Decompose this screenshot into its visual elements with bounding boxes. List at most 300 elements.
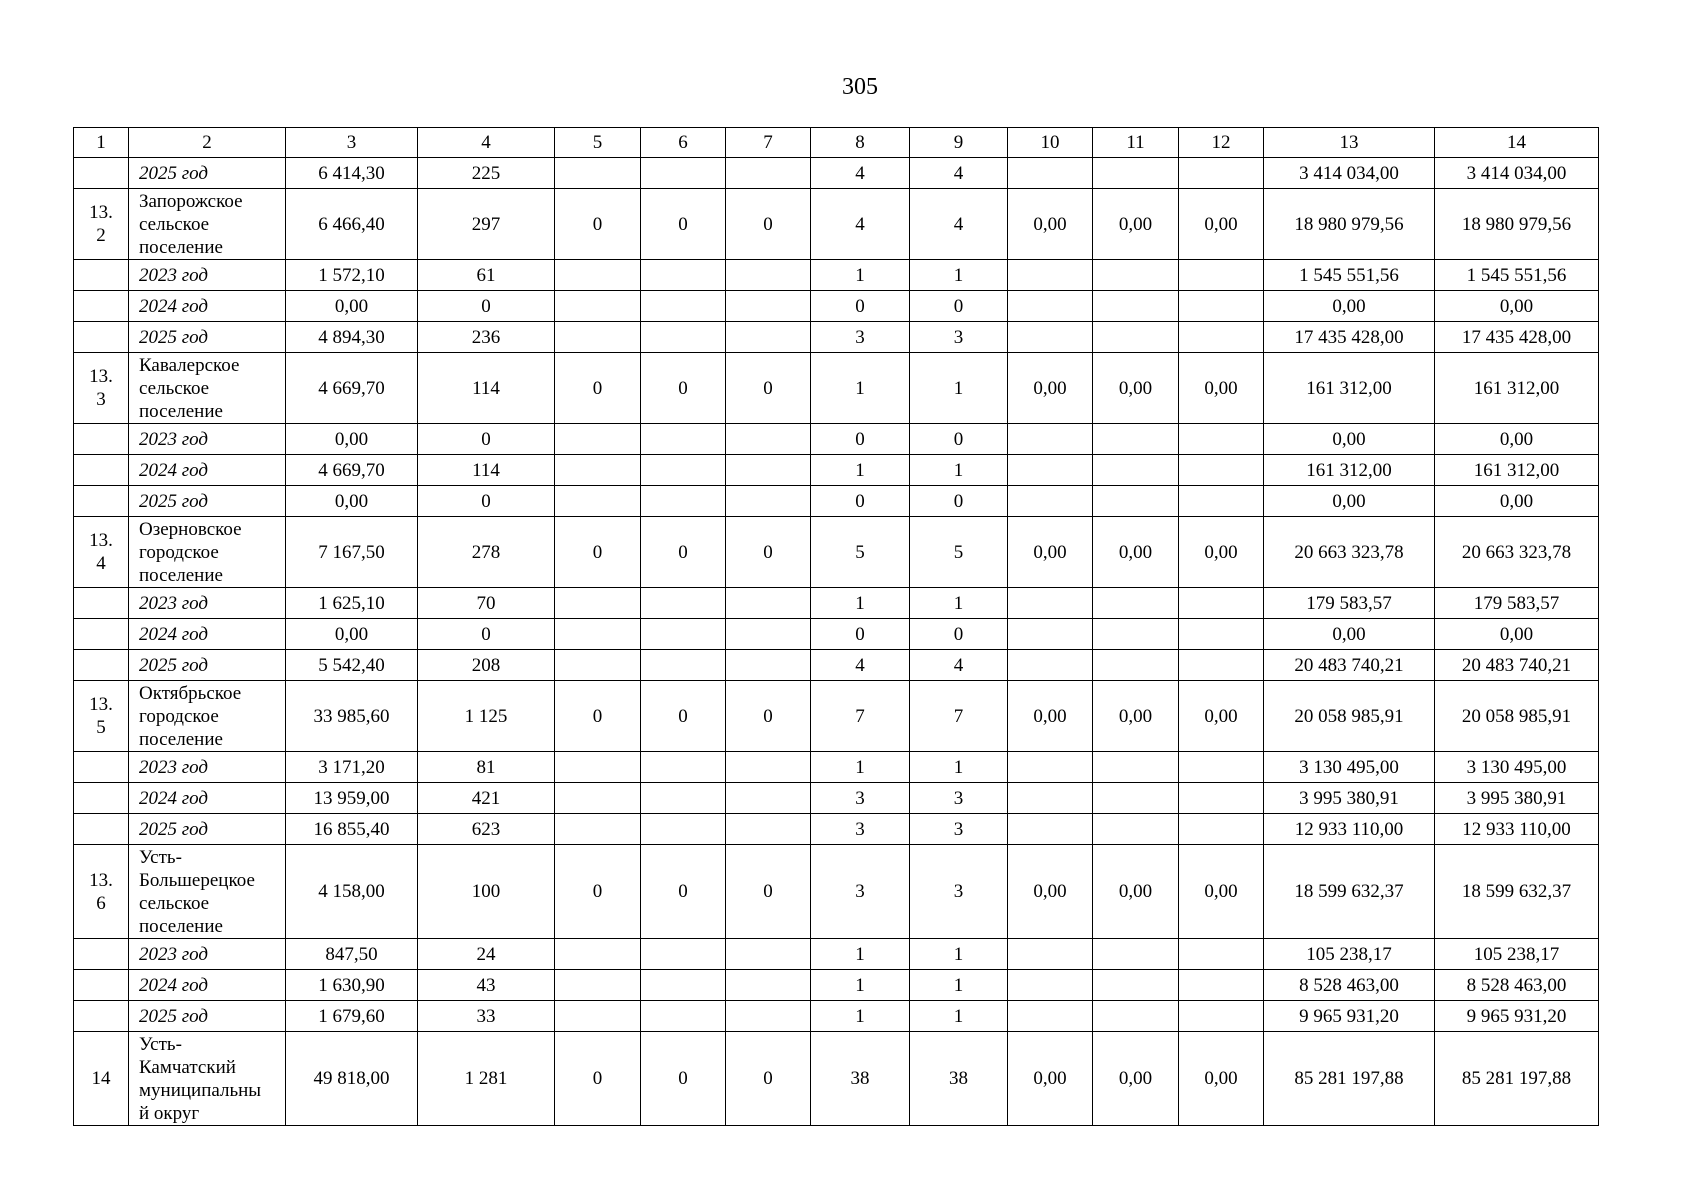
value-cell-col-12 [1179, 619, 1264, 650]
row-number-cell: 13. 4 [74, 517, 129, 588]
value-cell-col-8: 0 [811, 291, 910, 322]
value-cell-col-9: 4 [910, 158, 1008, 189]
municipality-name-cell: Усть- Камчатский муниципальны й округ [129, 1032, 286, 1126]
value-cell-col-12: 0,00 [1179, 845, 1264, 939]
value-cell-col-3: 0,00 [286, 619, 418, 650]
value-cell-col-12 [1179, 291, 1264, 322]
value-cell-col-5 [555, 970, 641, 1001]
value-cell-col-6 [641, 291, 726, 322]
year-row [74, 158, 1599, 189]
year-label-cell: 2025 год [129, 322, 286, 353]
value-cell-col-13: 8 528 463,00 [1264, 970, 1435, 1001]
value-cell-col-11 [1093, 1001, 1179, 1032]
value-cell-col-11 [1093, 650, 1179, 681]
header-cell: 4 [418, 128, 555, 158]
year-row [74, 291, 1599, 322]
value-cell-col-9: 3 [910, 845, 1008, 939]
value-cell-col-14: 12 933 110,00 [1435, 814, 1599, 845]
value-cell-col-9: 38 [910, 1032, 1008, 1126]
year-label-cell: 2024 год [129, 455, 286, 486]
value-cell-col-9: 0 [910, 291, 1008, 322]
value-cell-col-4: 0 [418, 486, 555, 517]
value-cell-col-7: 0 [726, 1032, 811, 1126]
year-label-cell: 2025 год [129, 814, 286, 845]
value-cell-col-14: 105 238,17 [1435, 939, 1599, 970]
value-cell-col-8: 3 [811, 845, 910, 939]
value-cell-col-11 [1093, 970, 1179, 1001]
value-cell-col-5 [555, 588, 641, 619]
value-cell-col-6 [641, 588, 726, 619]
value-cell-col-8: 4 [811, 650, 910, 681]
value-cell-col-11: 0,00 [1093, 353, 1179, 424]
value-cell-col-7 [726, 322, 811, 353]
value-cell-col-10 [1008, 424, 1093, 455]
page-number: 305 [842, 74, 878, 100]
municipality-name-cell: Запорожское сельское поселение [129, 189, 286, 260]
value-cell-col-10: 0,00 [1008, 1032, 1093, 1126]
value-cell-col-11 [1093, 322, 1179, 353]
row-number-cell: 13. 5 [74, 681, 129, 752]
value-cell-col-6 [641, 814, 726, 845]
year-row [74, 619, 1599, 650]
value-cell-col-9: 1 [910, 260, 1008, 291]
value-cell-col-11 [1093, 619, 1179, 650]
value-cell-col-5: 0 [555, 353, 641, 424]
value-cell-col-14: 18 599 632,37 [1435, 845, 1599, 939]
year-label-cell: 2023 год [129, 588, 286, 619]
value-cell-col-10 [1008, 619, 1093, 650]
row-number-cell: 13. 3 [74, 353, 129, 424]
data-table [73, 127, 1599, 1126]
value-cell-col-7 [726, 1001, 811, 1032]
value-cell-col-6 [641, 970, 726, 1001]
value-cell-col-5 [555, 486, 641, 517]
value-cell-col-7: 0 [726, 845, 811, 939]
value-cell-col-8: 3 [811, 783, 910, 814]
value-cell-col-9: 1 [910, 455, 1008, 486]
header-cell: 6 [641, 128, 726, 158]
municipality-name-cell: Усть- Большерецкое сельское поселение [129, 845, 286, 939]
value-cell-col-13: 20 663 323,78 [1264, 517, 1435, 588]
value-cell-col-4: 70 [418, 588, 555, 619]
value-cell-col-14: 0,00 [1435, 619, 1599, 650]
value-cell-col-4: 208 [418, 650, 555, 681]
value-cell-col-13: 17 435 428,00 [1264, 322, 1435, 353]
value-cell-col-10 [1008, 783, 1093, 814]
value-cell-col-4: 0 [418, 619, 555, 650]
value-cell-col-4: 43 [418, 970, 555, 1001]
value-cell-col-7 [726, 814, 811, 845]
value-cell-col-7 [726, 939, 811, 970]
value-cell-col-13: 105 238,17 [1264, 939, 1435, 970]
municipality-row [74, 353, 1599, 424]
year-row [74, 752, 1599, 783]
value-cell-col-6 [641, 424, 726, 455]
value-cell-col-8: 7 [811, 681, 910, 752]
value-cell-col-6: 0 [641, 517, 726, 588]
value-cell-col-6 [641, 619, 726, 650]
value-cell-col-3: 7 167,50 [286, 517, 418, 588]
value-cell-col-14: 0,00 [1435, 291, 1599, 322]
year-label-cell: 2025 год [129, 1001, 286, 1032]
value-cell-col-4: 1 125 [418, 681, 555, 752]
value-cell-col-12 [1179, 970, 1264, 1001]
value-cell-col-13: 85 281 197,88 [1264, 1032, 1435, 1126]
value-cell-col-3: 6 466,40 [286, 189, 418, 260]
value-cell-col-5 [555, 650, 641, 681]
header-cell: 10 [1008, 128, 1093, 158]
value-cell-col-4: 0 [418, 291, 555, 322]
value-cell-col-7 [726, 291, 811, 322]
value-cell-col-5 [555, 619, 641, 650]
row-number-cell [74, 455, 129, 486]
value-cell-col-6 [641, 260, 726, 291]
value-cell-col-5: 0 [555, 1032, 641, 1126]
value-cell-col-8: 0 [811, 424, 910, 455]
value-cell-col-4: 114 [418, 455, 555, 486]
value-cell-col-10 [1008, 970, 1093, 1001]
row-number-cell: 13. 2 [74, 189, 129, 260]
value-cell-col-11: 0,00 [1093, 517, 1179, 588]
value-cell-col-11: 0,00 [1093, 681, 1179, 752]
value-cell-col-11 [1093, 588, 1179, 619]
value-cell-col-6 [641, 752, 726, 783]
row-number-cell [74, 939, 129, 970]
year-row [74, 455, 1599, 486]
value-cell-col-5: 0 [555, 681, 641, 752]
value-cell-col-7 [726, 424, 811, 455]
value-cell-col-10: 0,00 [1008, 189, 1093, 260]
value-cell-col-10 [1008, 752, 1093, 783]
value-cell-col-13: 161 312,00 [1264, 353, 1435, 424]
value-cell-col-6 [641, 158, 726, 189]
value-cell-col-11 [1093, 939, 1179, 970]
value-cell-col-6 [641, 939, 726, 970]
year-row [74, 970, 1599, 1001]
value-cell-col-4: 100 [418, 845, 555, 939]
value-cell-col-12 [1179, 260, 1264, 291]
value-cell-col-6: 0 [641, 1032, 726, 1126]
value-cell-col-6 [641, 486, 726, 517]
value-cell-col-8: 1 [811, 353, 910, 424]
value-cell-col-9: 7 [910, 681, 1008, 752]
year-row [74, 650, 1599, 681]
value-cell-col-7 [726, 970, 811, 1001]
value-cell-col-5 [555, 322, 641, 353]
value-cell-col-10 [1008, 588, 1093, 619]
year-label-cell: 2025 год [129, 158, 286, 189]
value-cell-col-6: 0 [641, 353, 726, 424]
value-cell-col-13: 1 545 551,56 [1264, 260, 1435, 291]
year-label-cell: 2023 год [129, 752, 286, 783]
value-cell-col-8: 1 [811, 1001, 910, 1032]
value-cell-col-10 [1008, 322, 1093, 353]
row-number-cell [74, 260, 129, 291]
value-cell-col-11 [1093, 158, 1179, 189]
row-number-cell [74, 424, 129, 455]
value-cell-col-13: 161 312,00 [1264, 455, 1435, 486]
value-cell-col-11 [1093, 752, 1179, 783]
value-cell-col-12: 0,00 [1179, 353, 1264, 424]
value-cell-col-13: 0,00 [1264, 424, 1435, 455]
value-cell-col-11: 0,00 [1093, 845, 1179, 939]
value-cell-col-5 [555, 291, 641, 322]
value-cell-col-3: 33 985,60 [286, 681, 418, 752]
value-cell-col-5 [555, 939, 641, 970]
value-cell-col-13: 3 414 034,00 [1264, 158, 1435, 189]
value-cell-col-10: 0,00 [1008, 845, 1093, 939]
value-cell-col-13: 20 058 985,91 [1264, 681, 1435, 752]
value-cell-col-12 [1179, 486, 1264, 517]
value-cell-col-4: 623 [418, 814, 555, 845]
value-cell-col-3: 49 818,00 [286, 1032, 418, 1126]
value-cell-col-9: 1 [910, 588, 1008, 619]
value-cell-col-8: 0 [811, 619, 910, 650]
value-cell-col-4: 225 [418, 158, 555, 189]
value-cell-col-8: 1 [811, 970, 910, 1001]
value-cell-col-11 [1093, 814, 1179, 845]
value-cell-col-13: 18 980 979,56 [1264, 189, 1435, 260]
year-row [74, 1001, 1599, 1032]
value-cell-col-11: 0,00 [1093, 1032, 1179, 1126]
value-cell-col-12 [1179, 1001, 1264, 1032]
value-cell-col-6 [641, 1001, 726, 1032]
value-cell-col-11 [1093, 424, 1179, 455]
value-cell-col-3: 1 625,10 [286, 588, 418, 619]
value-cell-col-8: 1 [811, 455, 910, 486]
row-number-cell [74, 322, 129, 353]
value-cell-col-12 [1179, 158, 1264, 189]
value-cell-col-14: 0,00 [1435, 486, 1599, 517]
value-cell-col-8: 0 [811, 486, 910, 517]
value-cell-col-9: 3 [910, 783, 1008, 814]
value-cell-col-12: 0,00 [1179, 1032, 1264, 1126]
row-number-cell [74, 486, 129, 517]
value-cell-col-7 [726, 455, 811, 486]
year-row [74, 322, 1599, 353]
value-cell-col-6 [641, 783, 726, 814]
value-cell-col-7 [726, 486, 811, 517]
row-number-cell: 14 [74, 1032, 129, 1126]
value-cell-col-10 [1008, 486, 1093, 517]
value-cell-col-13: 0,00 [1264, 619, 1435, 650]
municipality-row [74, 189, 1599, 260]
row-number-cell [74, 158, 129, 189]
value-cell-col-5 [555, 260, 641, 291]
value-cell-col-10 [1008, 650, 1093, 681]
year-row [74, 588, 1599, 619]
header-cell: 2 [129, 128, 286, 158]
value-cell-col-9: 1 [910, 752, 1008, 783]
row-number-cell [74, 588, 129, 619]
value-cell-col-12: 0,00 [1179, 681, 1264, 752]
value-cell-col-10 [1008, 260, 1093, 291]
value-cell-col-7 [726, 783, 811, 814]
municipality-row [74, 517, 1599, 588]
year-label-cell: 2024 год [129, 291, 286, 322]
value-cell-col-7 [726, 158, 811, 189]
value-cell-col-7: 0 [726, 517, 811, 588]
value-cell-col-12: 0,00 [1179, 517, 1264, 588]
value-cell-col-12 [1179, 455, 1264, 486]
year-row [74, 939, 1599, 970]
municipality-name-cell: Озерновское городское поселение [129, 517, 286, 588]
row-number-cell [74, 1001, 129, 1032]
value-cell-col-8: 38 [811, 1032, 910, 1126]
value-cell-col-5 [555, 424, 641, 455]
value-cell-col-3: 13 959,00 [286, 783, 418, 814]
value-cell-col-14: 1 545 551,56 [1435, 260, 1599, 291]
value-cell-col-3: 16 855,40 [286, 814, 418, 845]
value-cell-col-14: 161 312,00 [1435, 455, 1599, 486]
value-cell-col-11 [1093, 291, 1179, 322]
value-cell-col-14: 3 995 380,91 [1435, 783, 1599, 814]
row-number-cell [74, 783, 129, 814]
value-cell-col-3: 0,00 [286, 291, 418, 322]
year-row [74, 486, 1599, 517]
header-cell: 5 [555, 128, 641, 158]
value-cell-col-4: 1 281 [418, 1032, 555, 1126]
year-label-cell: 2024 год [129, 970, 286, 1001]
year-label-cell: 2025 год [129, 486, 286, 517]
year-row [74, 260, 1599, 291]
value-cell-col-9: 0 [910, 486, 1008, 517]
value-cell-col-4: 236 [418, 322, 555, 353]
value-cell-col-8: 1 [811, 752, 910, 783]
value-cell-col-4: 297 [418, 189, 555, 260]
year-label-cell: 2024 год [129, 783, 286, 814]
value-cell-col-11 [1093, 455, 1179, 486]
value-cell-col-8: 1 [811, 260, 910, 291]
value-cell-col-4: 81 [418, 752, 555, 783]
header-cell: 13 [1264, 128, 1435, 158]
value-cell-col-9: 0 [910, 424, 1008, 455]
value-cell-col-9: 4 [910, 189, 1008, 260]
value-cell-col-5 [555, 783, 641, 814]
value-cell-col-3: 1 572,10 [286, 260, 418, 291]
value-cell-col-10: 0,00 [1008, 353, 1093, 424]
value-cell-col-7 [726, 650, 811, 681]
value-cell-col-8: 1 [811, 939, 910, 970]
value-cell-col-14: 9 965 931,20 [1435, 1001, 1599, 1032]
value-cell-col-9: 1 [910, 353, 1008, 424]
value-cell-col-5 [555, 158, 641, 189]
value-cell-col-12 [1179, 588, 1264, 619]
year-row [74, 814, 1599, 845]
municipality-name-cell: Октябрьское городское поселение [129, 681, 286, 752]
value-cell-col-14: 18 980 979,56 [1435, 189, 1599, 260]
value-cell-col-6: 0 [641, 189, 726, 260]
value-cell-col-3: 6 414,30 [286, 158, 418, 189]
header-cell: 14 [1435, 128, 1599, 158]
value-cell-col-4: 24 [418, 939, 555, 970]
value-cell-col-12 [1179, 322, 1264, 353]
value-cell-col-7 [726, 619, 811, 650]
value-cell-col-11: 0,00 [1093, 189, 1179, 260]
value-cell-col-14: 3 414 034,00 [1435, 158, 1599, 189]
value-cell-col-4: 421 [418, 783, 555, 814]
value-cell-col-8: 1 [811, 588, 910, 619]
value-cell-col-5 [555, 455, 641, 486]
header-cell: 8 [811, 128, 910, 158]
year-label-cell: 2023 год [129, 939, 286, 970]
header-cell: 9 [910, 128, 1008, 158]
year-label-cell: 2025 год [129, 650, 286, 681]
value-cell-col-3: 5 542,40 [286, 650, 418, 681]
value-cell-col-4: 33 [418, 1001, 555, 1032]
value-cell-col-14: 8 528 463,00 [1435, 970, 1599, 1001]
value-cell-col-13: 12 933 110,00 [1264, 814, 1435, 845]
header-cell: 1 [74, 128, 129, 158]
value-cell-col-12: 0,00 [1179, 189, 1264, 260]
value-cell-col-12 [1179, 783, 1264, 814]
value-cell-col-13: 0,00 [1264, 291, 1435, 322]
value-cell-col-11 [1093, 486, 1179, 517]
value-cell-col-8: 4 [811, 189, 910, 260]
value-cell-col-10 [1008, 158, 1093, 189]
value-cell-col-14: 179 583,57 [1435, 588, 1599, 619]
value-cell-col-10: 0,00 [1008, 517, 1093, 588]
year-label-cell: 2023 год [129, 424, 286, 455]
row-number-cell [74, 814, 129, 845]
row-number-cell [74, 752, 129, 783]
value-cell-col-14: 20 663 323,78 [1435, 517, 1599, 588]
year-label-cell: 2023 год [129, 260, 286, 291]
value-cell-col-7 [726, 588, 811, 619]
value-cell-col-13: 3 130 495,00 [1264, 752, 1435, 783]
municipality-row [74, 681, 1599, 752]
year-row [74, 424, 1599, 455]
value-cell-col-13: 18 599 632,37 [1264, 845, 1435, 939]
value-cell-col-7: 0 [726, 681, 811, 752]
value-cell-col-6 [641, 455, 726, 486]
value-cell-col-9: 4 [910, 650, 1008, 681]
value-cell-col-6: 0 [641, 845, 726, 939]
value-cell-col-3: 4 669,70 [286, 353, 418, 424]
value-cell-col-6 [641, 322, 726, 353]
row-number-cell [74, 291, 129, 322]
value-cell-col-3: 3 171,20 [286, 752, 418, 783]
value-cell-col-5: 0 [555, 517, 641, 588]
value-cell-col-13: 9 965 931,20 [1264, 1001, 1435, 1032]
value-cell-col-13: 179 583,57 [1264, 588, 1435, 619]
value-cell-col-4: 0 [418, 424, 555, 455]
value-cell-col-14: 161 312,00 [1435, 353, 1599, 424]
value-cell-col-14: 20 058 985,91 [1435, 681, 1599, 752]
value-cell-col-14: 17 435 428,00 [1435, 322, 1599, 353]
value-cell-col-13: 0,00 [1264, 486, 1435, 517]
value-cell-col-7: 0 [726, 353, 811, 424]
value-cell-col-10 [1008, 291, 1093, 322]
value-cell-col-5 [555, 752, 641, 783]
value-cell-col-14: 85 281 197,88 [1435, 1032, 1599, 1126]
header-cell: 12 [1179, 128, 1264, 158]
value-cell-col-3: 847,50 [286, 939, 418, 970]
row-number-cell [74, 970, 129, 1001]
value-cell-col-3: 1 630,90 [286, 970, 418, 1001]
value-cell-col-10 [1008, 455, 1093, 486]
row-number-cell [74, 619, 129, 650]
value-cell-col-14: 0,00 [1435, 424, 1599, 455]
value-cell-col-4: 114 [418, 353, 555, 424]
value-cell-col-4: 278 [418, 517, 555, 588]
value-cell-col-12 [1179, 424, 1264, 455]
year-row [74, 783, 1599, 814]
value-cell-col-3: 0,00 [286, 486, 418, 517]
value-cell-col-7 [726, 752, 811, 783]
value-cell-col-3: 0,00 [286, 424, 418, 455]
value-cell-col-6 [641, 650, 726, 681]
